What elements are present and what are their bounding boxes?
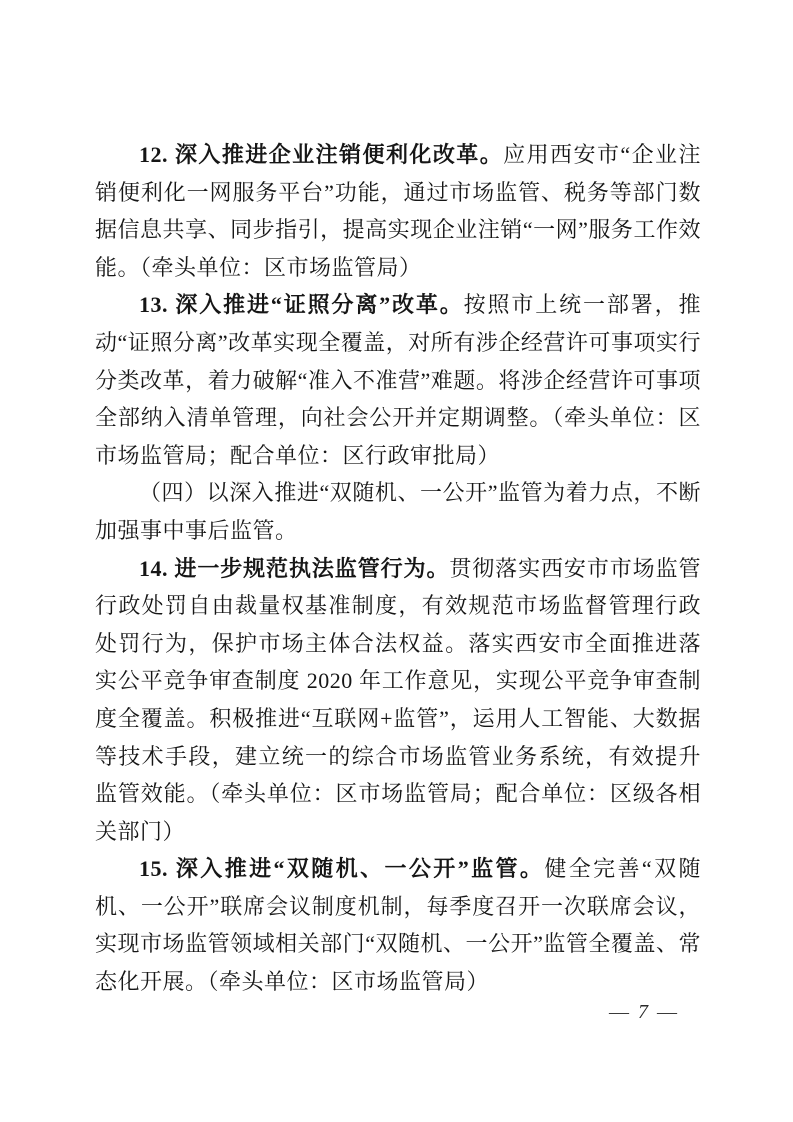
paragraph-body: 应用西安市“企业注销便利化一网服务平台”功能，通过市场监管、税务等部门数据信息共享、同步指引，提高实现企业注销“一网”服务工作效能。（牵头单位：区市场监管局） <box>95 142 701 280</box>
footer-left-dash: — <box>609 1001 629 1023</box>
page-number: 7 <box>638 1001 648 1023</box>
paragraph <box>95 286 701 474</box>
paragraph-body: 按照市上统一部署，推动“证照分离”改革实现全覆盖，对所有涉企经营许可事项实行分类改革，着力破解“准入不准营”难题。将涉企经营许可事项全部纳入清单管理，向社会公开并定期调整。（牵头单位：区市场监管局；配合单位：区行政审批局） <box>95 292 702 468</box>
footer-right-dash: — <box>657 1001 677 1023</box>
paragraph-heading: 14. 进一步规范执法监管行为。 <box>139 555 450 581</box>
paragraph <box>95 850 701 1000</box>
paragraph <box>95 136 701 286</box>
document-body <box>95 136 701 1001</box>
paragraph-heading: 13. 深入推进“证照分离”改革。 <box>139 292 464 318</box>
page-footer <box>609 1000 677 1024</box>
paragraph-heading: 12. 深入推进企业注销便利化改革。 <box>139 142 504 167</box>
section-heading <box>95 474 701 549</box>
paragraph-heading: （四）以深入推进“双随机、一公开”监管为着力点，不断加强事中事后监管。 <box>95 480 701 543</box>
paragraph-body: 健全完善“双随机、一公开”联席会议制度机制，每季度召开一次联席会议，实现市场监管领域相关部门“双随机、一公开”监管全覆盖、常态化开展。（牵头单位：区市场监管局） <box>95 856 701 995</box>
paragraph-heading: 15. 深入推进“双随机、一公开”监管。 <box>139 856 545 882</box>
paragraph-body: 贯彻落实西安市市场监管行政处罚自由裁量权基准制度，有效规范市场监督管理行政处罚行为，保护市场主体合法权益。落实西安市全面推进落实公平竞争审查制度 2020 年工作意见，实现公平竞争审查制度全覆盖。积极推进“互联网+监管”，运用人工智能、大数据等技术手段，建立统一的综合市场监管业务系统，有效提升监管效能。（牵头单位：区市场监管局；配合单位：区级各相关部门） <box>95 555 701 844</box>
paragraph <box>95 550 701 851</box>
